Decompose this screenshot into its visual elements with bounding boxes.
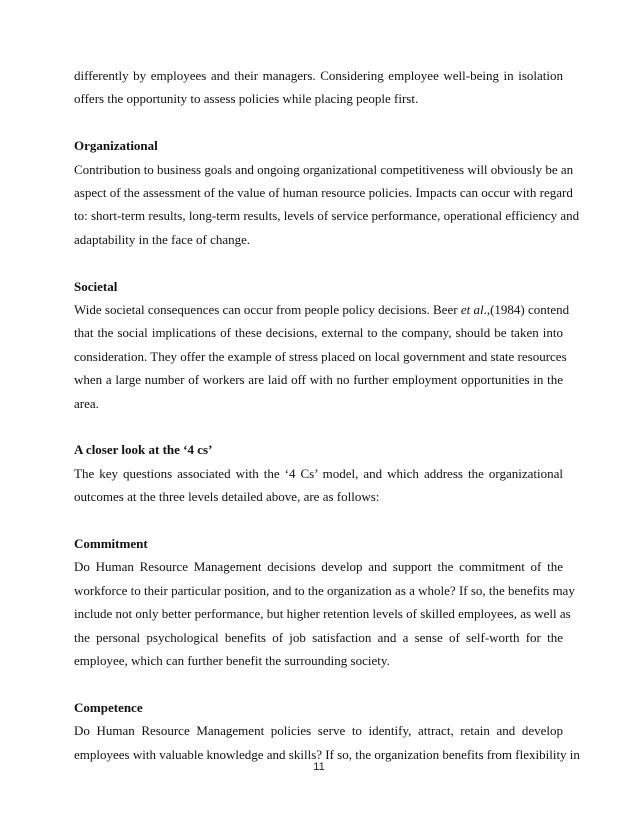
paragraph-line: the personal psychological benefits of job satisfaction and a sense of self-worth for the [74,629,563,645]
spacer [74,415,563,438]
paragraph-line: when a large number of workers are laid off with no further employment opportunities in the [74,372,563,388]
paragraph-line: offers the opportunity to assess policies while placing people first. [74,91,419,107]
organizational-paragraph [74,158,580,252]
paragraph-line: differently by employees and their managers. Considering employee well-being in isolation [74,68,563,83]
spacer [74,111,563,134]
paragraph-line: Do Human Resource Management decisions develop and support the commitment of the [74,559,563,575]
paragraph-line: workforce to their particular position, and to the organization as a whole? If so, the benefits may [74,582,575,598]
paragraph-line: employee, which can further benefit the surrounding society. [74,653,390,669]
document-page [74,64,580,766]
paragraph-line: that the social implications of these decisions, external to the company, should be taken into [74,325,563,341]
italic-citation: et al [460,302,484,318]
text-run: .,(1984) contend [483,302,570,318]
spacer [74,251,563,274]
commitment-paragraph [74,555,575,672]
spacer [74,673,563,696]
paragraph-line: consideration. They offer the example of stress placed on local government and state resources [74,348,567,364]
section-heading-commitment: Commitment [74,536,148,552]
paragraph-line [74,298,570,321]
section-heading-organizational: Organizational [74,138,158,154]
paragraph-line: outcomes at the three levels detailed above, are as follows: [74,489,380,505]
competence-paragraph [74,719,580,766]
paragraph-line: to: short-term results, long-term results, levels of service performance, operational efficiency and [74,208,580,224]
paragraph-line: area. [74,395,99,411]
paragraph-line: aspect of the assessment of the value of human resource policies. Impacts can occur with regard [74,185,573,201]
paragraph-line: Do Human Resource Management policies serve to identify, attract, retain and develop [74,723,563,739]
section-heading-competence: Competence [74,699,143,715]
paragraph-line: Contribution to business goals and ongoing organizational competitiveness will obviously be an [74,161,574,177]
text-run: Wide societal consequences can occur from people policy decisions. Beer [74,302,461,318]
paragraph-line: adaptability in the face of change. [74,231,251,247]
section-heading-societal: Societal [74,278,118,294]
intro-paragraph [74,64,563,111]
page-number: 11 [313,761,325,773]
spacer [74,509,563,532]
paragraph-line: employees with valuable knowledge and skills? If so, the organization benefits from flexibility in [74,746,580,762]
paragraph-line: The key questions associated with the ‘4 Cs’ model, and which address the organizational [74,465,563,481]
societal-paragraph [74,298,570,415]
section-heading-closer-look: A closer look at the ‘4 cs’ [74,442,213,458]
paragraph-line: include not only better performance, but higher retention levels of skilled employees, as well as [74,606,571,622]
closer-look-paragraph [74,462,563,509]
